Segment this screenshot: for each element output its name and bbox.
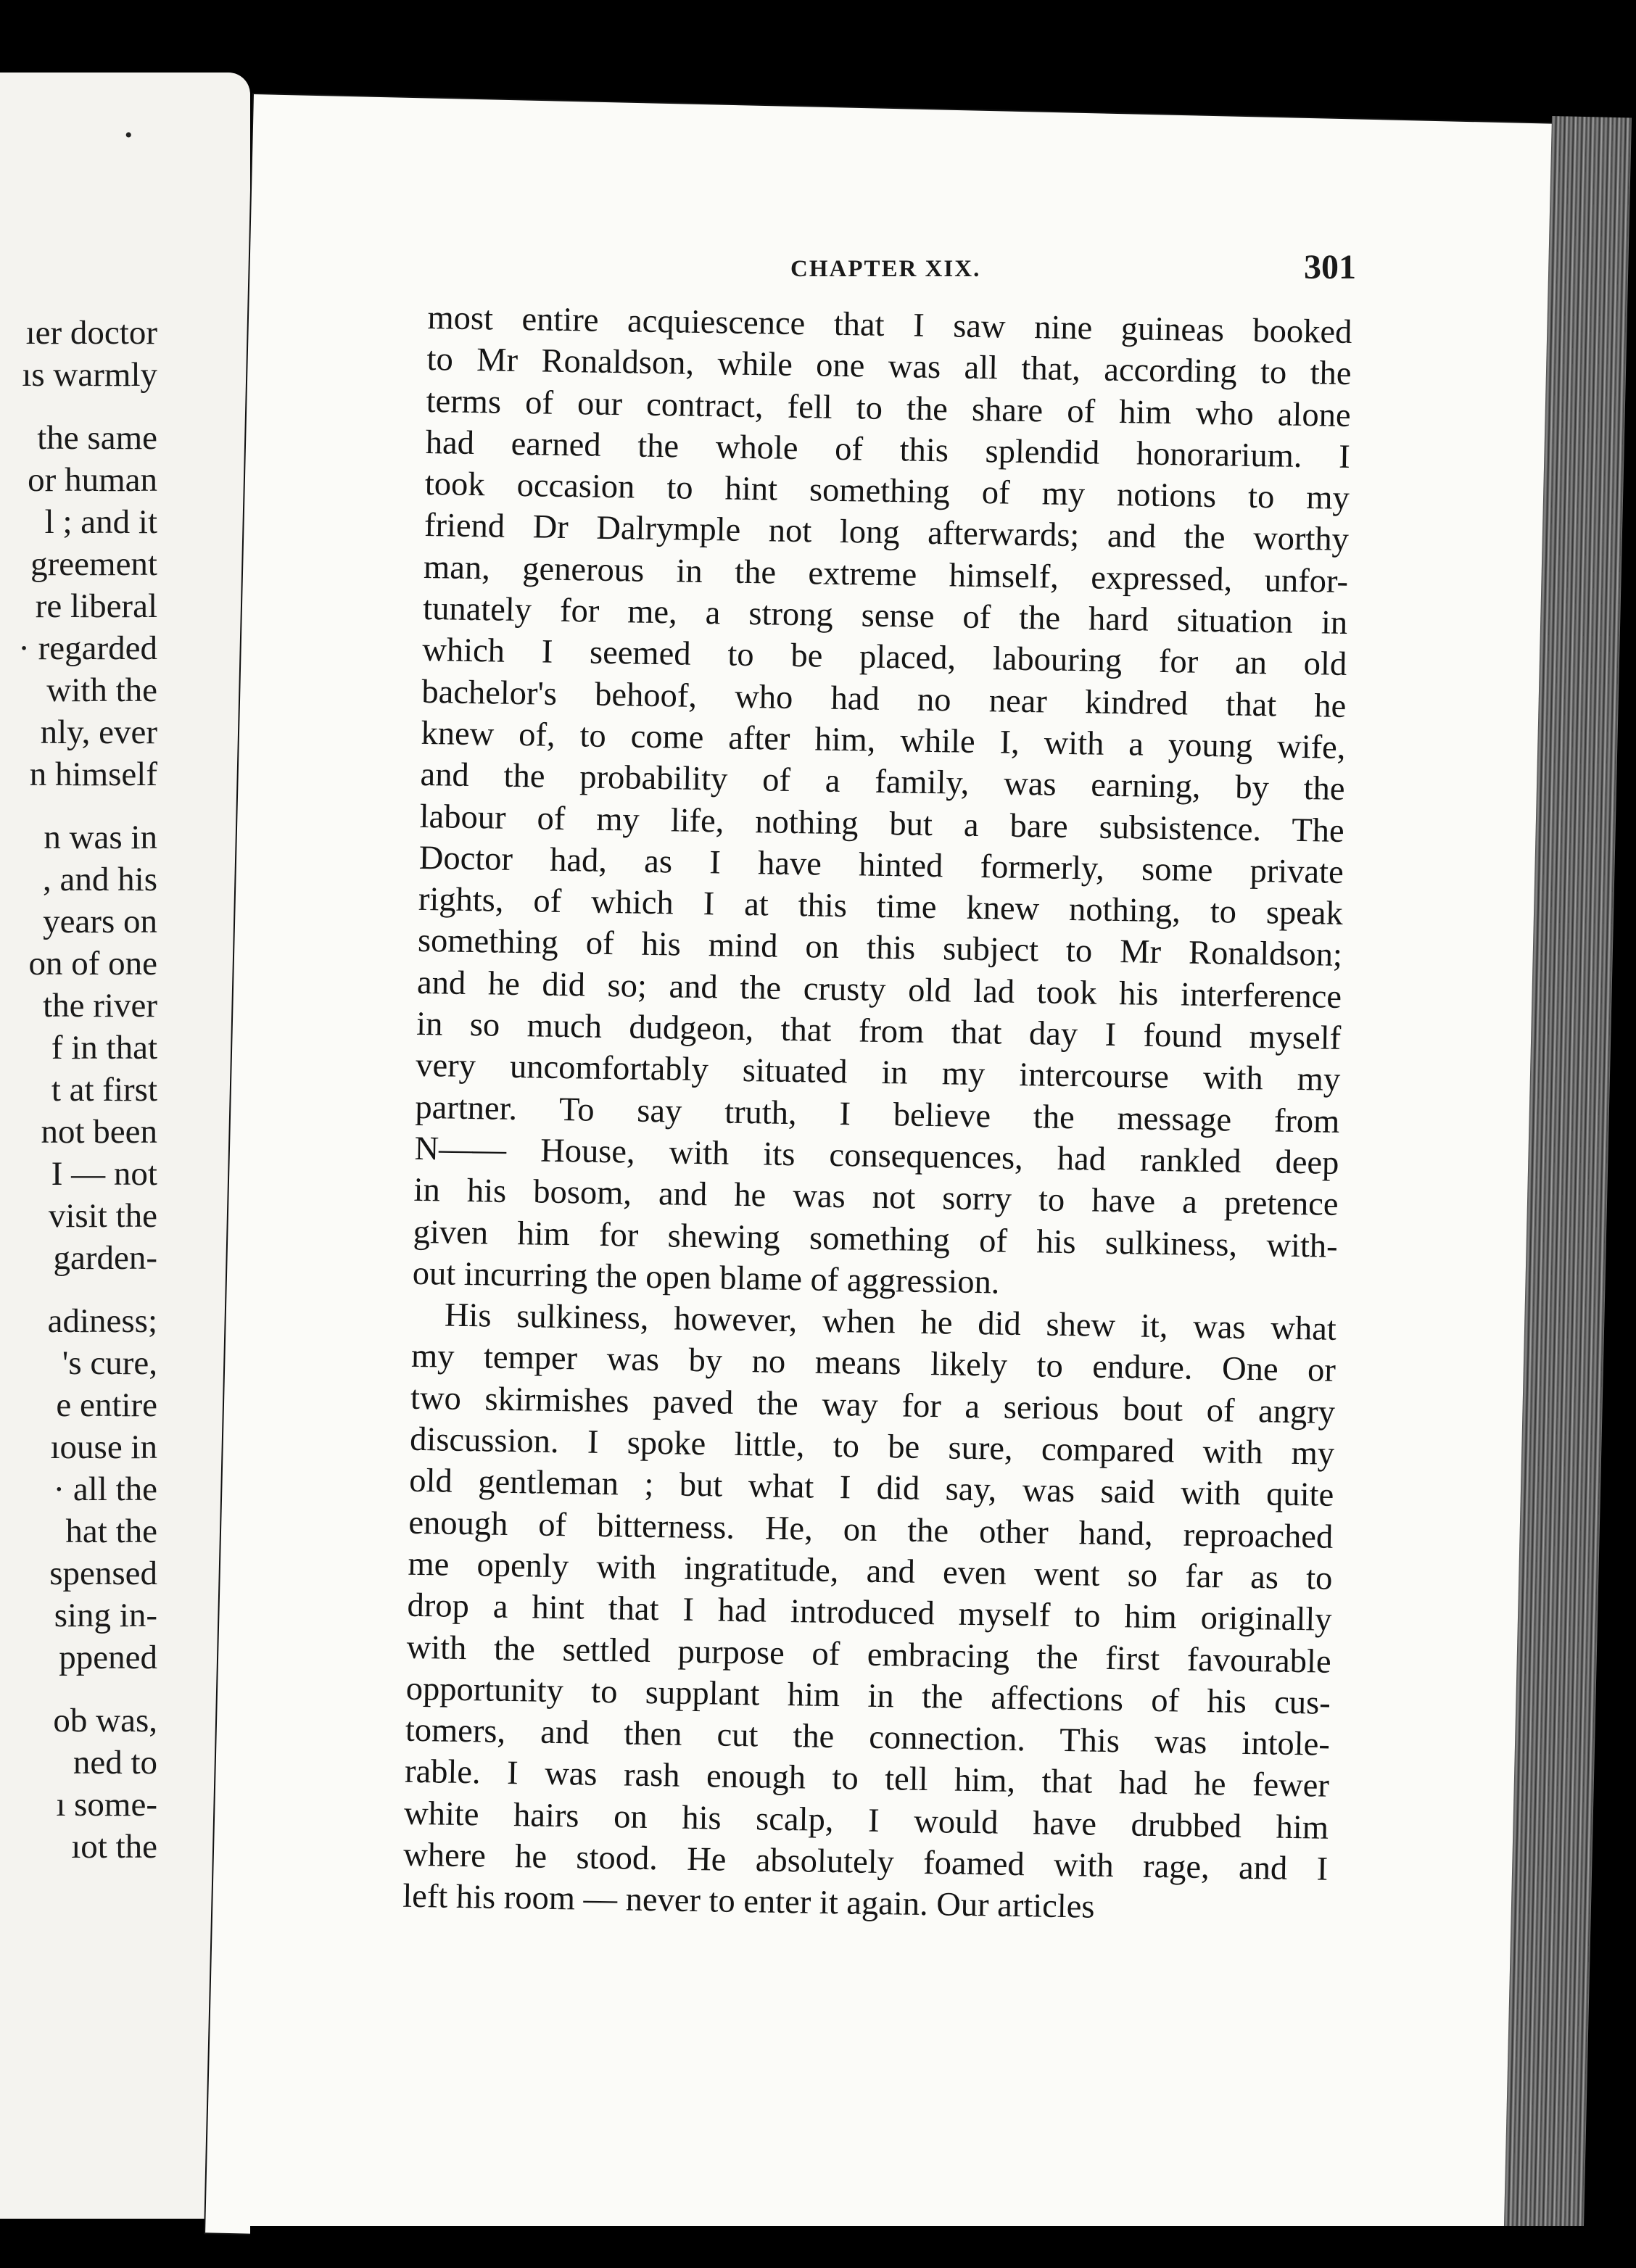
text-line: friend Dr Dalrymple not long afterwards; and the worthy xyxy=(424,507,1350,559)
text-line: not been xyxy=(41,1113,157,1151)
text-line: the river xyxy=(43,987,157,1025)
text-line: ob was, xyxy=(53,1702,157,1739)
running-title: CHAPTER XIX. xyxy=(790,256,981,282)
text-line: very uncomfortably situated in my intercourse with my xyxy=(415,1047,1341,1099)
paragraph-gap xyxy=(0,795,157,816)
text-line: nly, ever xyxy=(40,713,157,751)
text-line: n was in xyxy=(44,819,157,856)
text-line: in his bosom, and he was not sorry to have a pretence xyxy=(413,1172,1339,1224)
text-line: knew of, to come after him, while I, with a young wife, xyxy=(421,714,1346,766)
text-line: N—— House, with its consequences, had rankled deep xyxy=(414,1130,1339,1182)
text-line: me openly with ingratitude, and even went so far as to xyxy=(408,1545,1333,1597)
text-line: t at first xyxy=(51,1071,157,1109)
stray-mark: • xyxy=(125,123,133,147)
text-line: enough of bitterness. He, on the other hand, reproached xyxy=(408,1504,1334,1556)
text-line: two skirmishes paved the way for a serious bout of angry xyxy=(410,1379,1336,1431)
text-line: with the settled purpose of embracing the first favourable xyxy=(406,1628,1331,1681)
text-line: old gentleman ; but what I did say, was said with quite xyxy=(408,1462,1334,1515)
text-line: adiness; xyxy=(47,1302,157,1340)
body-text xyxy=(402,297,1352,1932)
text-line: had earned the whole of this splendid honorarium. I xyxy=(425,423,1351,476)
text-line: tunately for me, a strong sense of the hard situation in xyxy=(422,590,1348,642)
text-line: opportunity to supplant him in the affections of his cus- xyxy=(405,1670,1331,1722)
page-number: 301 xyxy=(1304,248,1356,286)
text-line: · regarded xyxy=(18,629,157,667)
bottom-shadow xyxy=(250,2226,1636,2268)
paragraph-gap xyxy=(0,1279,157,1300)
text-line: ıs warmly xyxy=(22,356,157,394)
text-line: labour of my life, nothing but a bare subsistence. The xyxy=(419,798,1344,850)
text-line: where he stood. He absolutely foamed with rage, and I xyxy=(402,1836,1329,1888)
text-line: ppened xyxy=(59,1639,157,1676)
text-line: given him for shewing something of his sulkiness, with- xyxy=(413,1213,1338,1265)
text-line: sing in- xyxy=(54,1597,157,1634)
text-line: out incurring the open blame of aggression. xyxy=(412,1254,1000,1301)
text-line: discussion. I spoke little, to be sure, compared with my xyxy=(409,1420,1335,1473)
text-line: years on xyxy=(43,903,157,940)
text-line: ıouse in xyxy=(50,1428,157,1466)
text-line: or human xyxy=(28,461,157,499)
text-line: on of one xyxy=(28,945,157,982)
text-line: and the probability of a family, was earning, by the xyxy=(420,756,1345,808)
text-line: rights, of which I at this time knew nothing, to speak xyxy=(418,881,1344,933)
text-line: which I seemed to be placed, labouring for an old xyxy=(421,632,1347,684)
text-line: n himself xyxy=(29,756,157,793)
paragraph-gap xyxy=(0,396,157,417)
text-line: the same xyxy=(37,419,157,457)
running-head xyxy=(790,250,1356,294)
text-line: man, generous in the extreme himself, expressed, unfor- xyxy=(423,548,1349,600)
text-line: Doctor had, as I have hinted formerly, some private xyxy=(418,839,1344,891)
text-line: partner. To say truth, I believe the message from xyxy=(415,1088,1340,1141)
text-line: l ; and it xyxy=(44,503,157,541)
text-line: f in that xyxy=(51,1029,157,1067)
text-line: hat the xyxy=(65,1512,157,1550)
text-line: · all the xyxy=(53,1470,157,1508)
text-line: my temper was by no means likely to endure. One or xyxy=(410,1338,1337,1390)
text-line: , and his xyxy=(43,861,157,898)
text-line: something of his mind on this subject to Mr Ronaldson; xyxy=(417,922,1343,974)
text-line: visit the xyxy=(48,1197,157,1235)
text-line: ned to xyxy=(73,1744,157,1781)
left-page-text xyxy=(0,312,157,1868)
text-line: ıer doctor xyxy=(25,314,157,352)
text-line: in so much dudgeon, that from that day I found myself xyxy=(416,1005,1342,1057)
text-line: I — not xyxy=(51,1155,157,1193)
text-line: and he did so; and the crusty old lad took his interference xyxy=(416,964,1342,1016)
text-line: 's cure, xyxy=(62,1344,157,1382)
text-line: most entire acquiescence that I saw nine guineas booked xyxy=(427,299,1352,352)
text-line: re liberal xyxy=(35,587,157,625)
text-line: took occasion to hint something of my notions to my xyxy=(424,465,1350,518)
paragraph-gap xyxy=(0,1679,157,1700)
text-line: His sulkiness, however, when he did shew it, was what xyxy=(444,1296,1337,1348)
text-line: e entire xyxy=(56,1386,157,1424)
text-line: to Mr Ronaldson, while one was all that, according to the xyxy=(426,341,1352,393)
text-line: white hairs on his scalp, I would have drubbed him xyxy=(403,1795,1329,1847)
text-line: drop a hint that I had introduced myself to him originally xyxy=(407,1586,1332,1639)
text-line: rable. I was rash enough to tell him, that had he fewer xyxy=(404,1753,1330,1805)
text-line: tomers, and then cut the connection. This was intole- xyxy=(405,1711,1331,1763)
text-line: spensed xyxy=(49,1555,157,1592)
text-line: bachelor's behoof, who had no near kindred that he xyxy=(421,673,1347,725)
text-line: terms of our contract, fell to the share of him who alone xyxy=(426,382,1351,434)
text-line: ı some- xyxy=(56,1786,157,1824)
text-line: ıot the xyxy=(71,1828,157,1866)
text-line: garden- xyxy=(53,1239,157,1277)
text-line: greement xyxy=(30,545,157,583)
text-line: left his room — never to enter it again. Our articles xyxy=(402,1878,1095,1926)
text-line: with the xyxy=(46,671,157,709)
